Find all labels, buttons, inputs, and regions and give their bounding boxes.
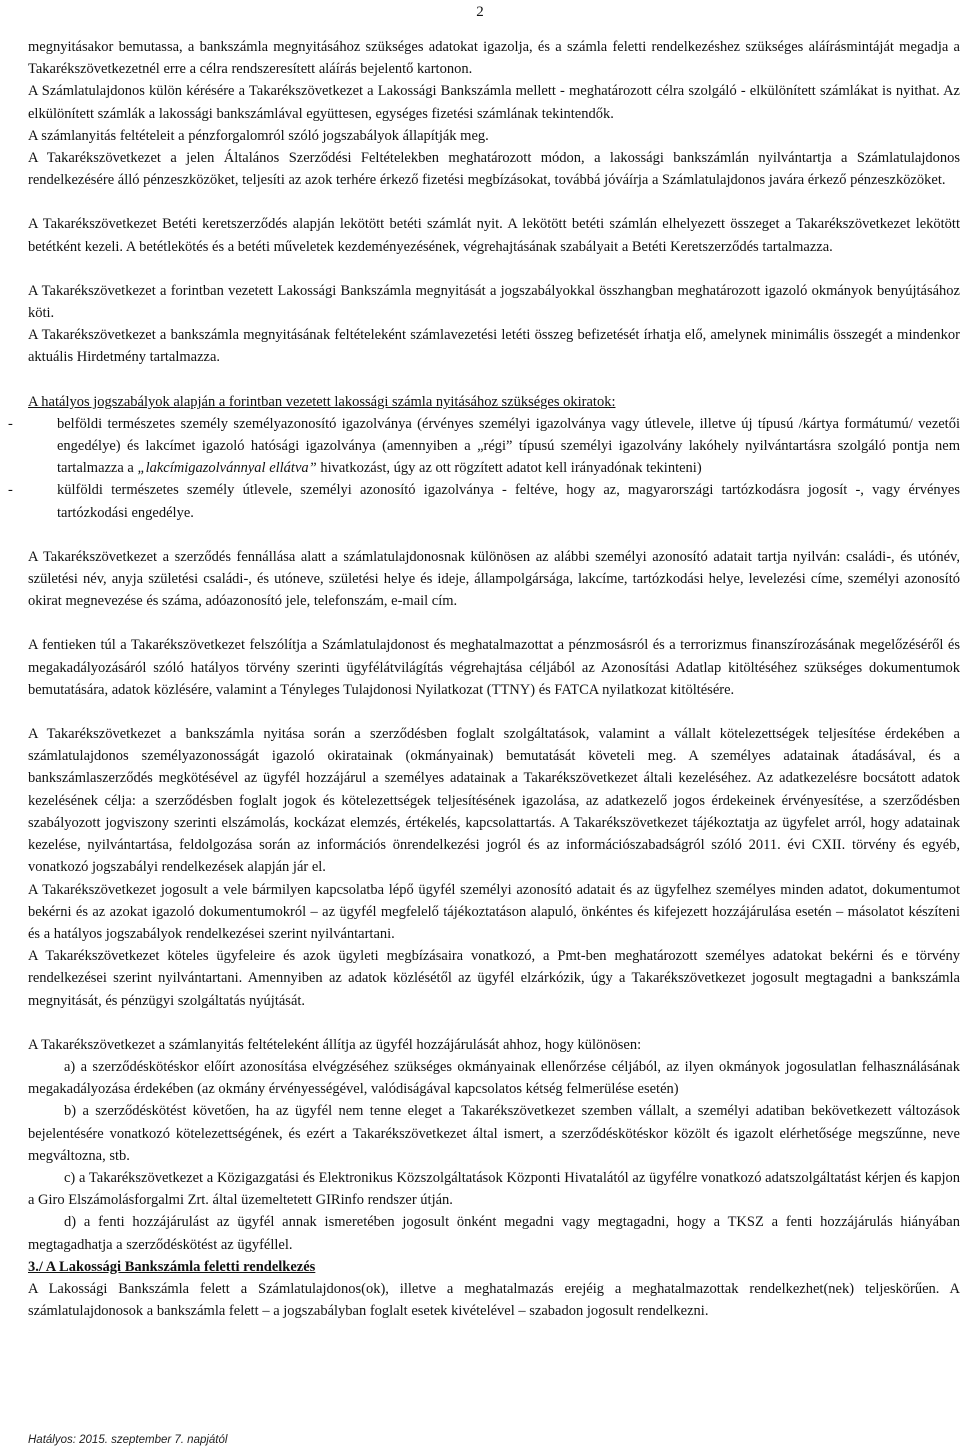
paragraph: megnyitásakor bemutassa, a bankszámla megnyitásához szükséges adatokat igazolja, és a számla feletti rendelkezéshez szükséges aláírásmintáját megadja a Takarékszövetkezetnél erre a célra rendszeresített aláírás bejelentő kartonon. bbox=[28, 39, 960, 78]
paragraph: A Takarékszövetkezet a szerződés fennállása alatt a számlatulajdonosnak különösen az alábbi személyi azonosító adatait tartja nyilván: családi-, és utónév, születési név, anyja születési családi-, és utóneve, születési helye és ideje, állampolgársága, lakcíme, tartózkodási helye, levelezési címe, személyi azonosító okirat megnevezése és száma, adóazonosító jele, telefonszám, e-mail cím. bbox=[28, 548, 960, 610]
consent-item: b) a szerződéskötést követően, ha az ügyfél nem tenne eleget a Takarékszövetkezet szemben vállalt, a személyi adatiban bekövetkezett változások bejelentésére vonatkozó kötelezettségének, és ezért a Takarékszövetkezet által ismert, a szerződéskötéskor közölt és igazolt elérhetősége megszűnne, neve megváltozna, stb. bbox=[28, 1103, 960, 1164]
paragraph: A Takarékszövetkezet a forintban vezetett Lakossági Bankszámla megnyitását a jogszabályokkal összhangban meghatározott igazoló okmányok benyújtásához köti. bbox=[28, 282, 960, 322]
consent-item: d) a fenti hozzájárulást az ügyfél annak ismeretében jogosult önként megadni vagy megtagadni, hogy a TKSZ a fenti hozzájárulás hiányában megtagadhatja a szerződéskötést az ügyféllel. bbox=[28, 1214, 960, 1253]
paragraph: A Takarékszövetkezet jogosult a vele bármilyen kapcsolatba lépő ügyfél személyi azonosító adatait és az ügyfelhez személyes minden adatot, dokumentumot bekérni és az azokat igazoló dokumentumokról – az ügyfél megfelelő tájékoztatáson alapuló, önkéntes és kifejezett hozzájárulása esetén – másolatot készíteni és a hatályos jogszabályok rendelkezései szerint nyilvántartani. bbox=[28, 881, 960, 942]
list-item: - belföldi természetes személy személyazonosító igazolványa (érvényes személyi igazolványa vagy útlevele, illetve új típusú /kártya formátumú/ vezetői engedélye) és lakcímet igazoló hatósági igazolványa (amennyiben a „régi” típusú személyi igazolvány lakóhely nyilvántartásra szolgáló pontja nem tartalmazza a „lakcímigazolvánnyal ellátva” hivatkozást, úgy az ott rögzített adatot kell irányadónak tekinteni) bbox=[8, 415, 960, 477]
paragraph: A számlanyitás feltételeit a pénzforgalomról szóló jogszabályok állapítják meg. bbox=[28, 127, 489, 144]
paragraph: A Takarékszövetkezet a jelen Általános Szerződési Feltételekben meghatározott módon, a lakossági bankszámlán nyilvántartja a Számlatulajdonos rendelkezésére álló pénzeszközöket, teljesíti az azok terhére érkező fizetési megbízásokat, továbbá jóváírja a Számlatulajdonos javára érkező pénzeszközöket. bbox=[28, 150, 960, 189]
paragraph: A Számlatulajdonos külön kérésére a Takarékszövetkezet a Lakossági Bankszámla mellett - meghatározott célra szolgáló - elkülönített számlákat is nyithat. Az elkülönített számlák a lakossági bankszámlával együttesen, egységes fizetési számlának tekintendők. bbox=[28, 83, 960, 122]
paragraph: A Takarékszövetkezet a bankszámla nyitása során a szerződésben foglalt szolgáltatások, valamint a vállalt kötelezettségek teljesítése érdekében a számlatulajdonos személyazonosságát igazoló okiratainak (okmányainak) bemutatását követeli meg. A személyes adatainak átadásával, és a bankszámlaszerződés megkötésével az ügyfél hozzájárul a személyes adatainak a Takarékszövetkezet általi kezeléséhez. Az adatkezelésre bocsátott adatok kezelésének célja: a szerződésben foglalt jogok és kötelezettségek teljesítésének igazolása, az adatkezelő jogos érdekeinek érvényesítése, a szerződésben szabályozott jogviszony szerinti elszámolás, kockázat elemzés, értékelés, kapcsolattartás. A Takarékszövetkezet tájékoztatja az ügyfelet arról, hogy adatainak kezelése, nyilvántartása, feldolgozása során az információs önrendelkezési jogról és az információszabadságról szóló 2011. évi CXII. törvény és egyéb, vonatkozó jogszabályi rendelkezések alapján jár el. bbox=[28, 726, 960, 876]
footer-effective-date: Hatályos: 2015. szeptember 7. napjától bbox=[28, 1434, 228, 1446]
section-heading: 3./ A Lakossági Bankszámla feletti rendelkezés bbox=[28, 1258, 316, 1275]
paragraph: A fentieken túl a Takarékszövetkezet felszólítja a Számlatulajdonost és meghatalmazottat a pénzmosásról és a terrorizmus finanszírozásának megelőzéséről és megakadályozásáról szóló hatályos törvény szerinti ügyfélátvilágítás végrehajtása céljából az Azonosítási Adatlap kitöltéséhez szükséges dokumentumok bemutatására, adatok közlésére, valamint a Tényleges Tulajdonosi Nyilatkozat (TTNY) és FATCA nyilatkozat kitöltésére. bbox=[28, 637, 960, 698]
paragraph: A Takarékszövetkezet Betéti keretszerződés alapján lekötött betéti számlát nyit. A lekötött betéti számlán elhelyezett összeget a Takarékszövetkezet lekötött betétként kezeli. A betétlekötés és a betéti műveletek kezdeményezésének, végrehajtásának szabályait a Betéti Keretszerződés tartalmazza. bbox=[28, 216, 960, 255]
page-number: 2 bbox=[476, 4, 484, 20]
paragraph: A Takarékszövetkezet köteles ügyfeleire és azok ügyleti megbízásaira vonatkozó, a Pmt-ben meghatározott személyes adatokat bekérni és e törvény rendelkezései szerint nyilvántartani. Amennyiben az adatok közlésétől az ügyfél elzárkózik, úgy a Takarékszövetkezet jogosult megtagadni a bankszámla megnyitását, és pénzügyi szolgáltatás nyújtását. bbox=[28, 948, 960, 1009]
paragraph: A Takarékszövetkezet a számlanyitás feltételeként állítja az ügyfél hozzájárulását ahhoz, hogy különösen: bbox=[28, 1036, 642, 1053]
paragraph: A Takarékszövetkezet a bankszámla megnyitásának feltételeként számlavezetési letéti összeg befizetését írhatja elő, amelynek minimális összegét a mindenkor aktuális Hirdetmény tartalmazza. bbox=[28, 327, 960, 366]
consent-item: a) a szerződéskötéskor előírt azonosítása elvégzéséhez szükséges okmányainak ellenőrzése céljából, az ilyen okmányok jogosulatlan felhasználásának megakadályozása érdekében (az okmány érvényességével, valódiságával kapcsolatos kétség felmerülése esetén) bbox=[28, 1058, 960, 1098]
document-body bbox=[8, 36, 960, 1322]
paragraph: A Lakossági Bankszámla felett a Számlatulajdonos(ok), illetve a meghatalmazás erejéig a meghatalmazottak rendelkezhet(nek) teljeskörűen. A számlatulajdonosok a bankszámla felett – a jogszabályban foglalt esetek kivételével – szabadon jogosult rendelkezni. bbox=[28, 1280, 960, 1320]
consent-item: c) a Takarékszövetkezet a Közigazgatási és Elektronikus Közszolgáltatások Központi Hivatalától az ügyfélre vonatkozó adatszolgáltatást kérjen és kapjon a Giro Elszámolásforgalmi Zrt. által üzemeltetett GIRinfo rendszer útján. bbox=[28, 1169, 960, 1209]
documents-heading: A hatályos jogszabályok alapján a forintban vezetett lakossági számla nyitásához szükséges okiratok: bbox=[28, 393, 616, 410]
list-item: - külföldi természetes személy útlevele, személyi azonosító igazolványa - feltéve, hogy az, magyarországi tartózkodásra jogosít -, vagy érvényes tartózkodási engedélye. bbox=[8, 482, 960, 521]
